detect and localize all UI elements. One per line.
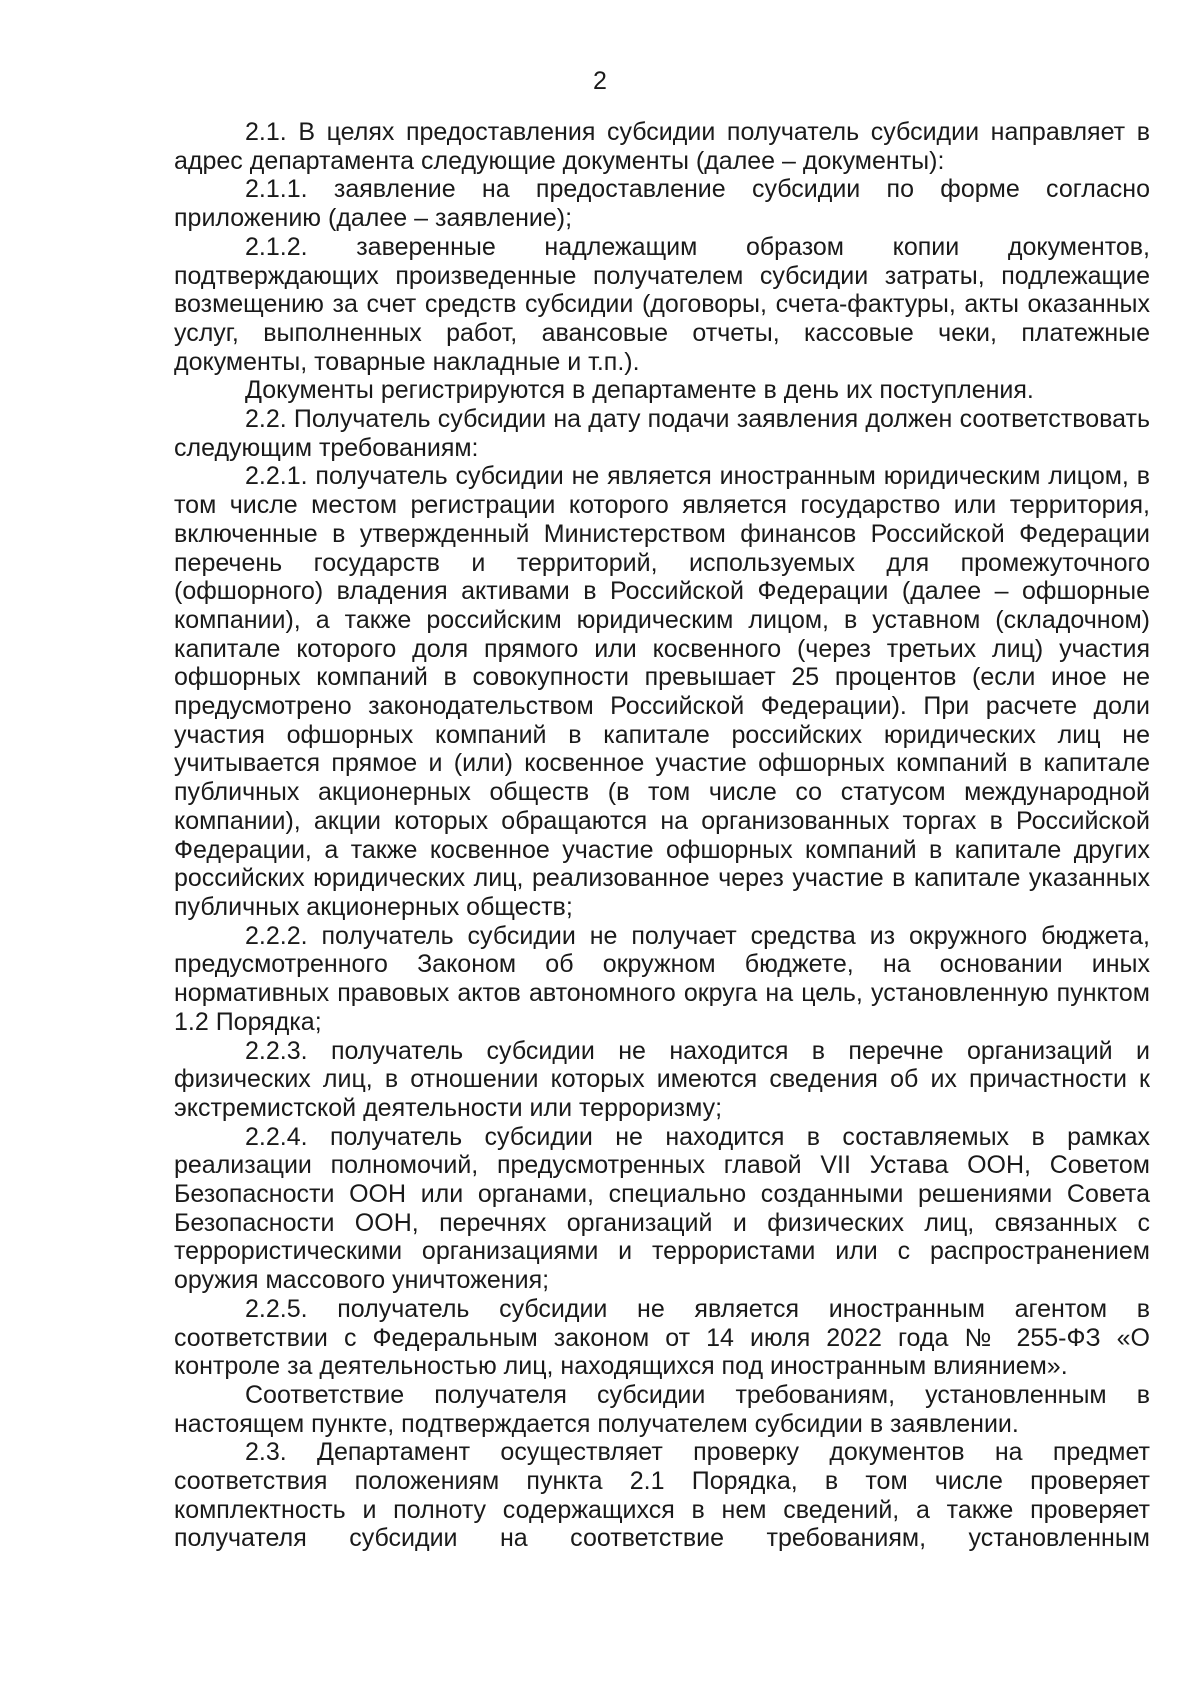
clause-number: 2.2.1. bbox=[245, 462, 308, 491]
clause-number: 2.2.4. bbox=[245, 1122, 308, 1151]
clause-text: заверенные надлежащим образом копии документов, подтверждающих произведенные получателем субсидии затраты, подлежащие возмещению за счет средств субсидии (договоры, счета-фактуры, акты оказанных услуг, выполненных работ, авансовые отчеты, кассовые чеки, платежные документы, товарные накладные и т.п.). bbox=[174, 232, 1150, 376]
document-body bbox=[174, 118, 1150, 1553]
paragraph-2-1-1 bbox=[174, 175, 1150, 232]
paragraph-2-2-4 bbox=[174, 1123, 1150, 1295]
clause-number: 2.1.2. bbox=[245, 232, 308, 261]
paragraph-registration bbox=[174, 376, 1150, 405]
clause-text: В целях предоставления субсидии получатель субсидии направляет в адрес департамента следующие документы (далее – документы): bbox=[174, 118, 1150, 175]
paragraph-2-2-2 bbox=[174, 922, 1150, 1037]
page-number: 2 bbox=[593, 67, 607, 95]
clause-text: заявление на предоставление субсидии по форме согласно приложению (далее – заявление); bbox=[174, 175, 1150, 233]
clause-text: Соответствие получателя субсидии требованиям, установленным в настоящем пункте, подтверждается получателем субсидии в заявлении. bbox=[174, 1380, 1150, 1438]
clause-text: получатель субсидии не находится в составляемых в рамках реализации полномочий, предусмотренных главой VII Устава ООН, Советом Безопасности ООН или органами, специально созданными решениями Совета Безопасности ООН, перечнях организаций и физических лиц, связанных с террористическими организациями и террористами или с распространением оружия массового уничтожения; bbox=[174, 1122, 1150, 1295]
paragraph-2-1 bbox=[174, 118, 1150, 175]
paragraph-2-2 bbox=[174, 405, 1150, 462]
paragraph-2-3 bbox=[174, 1438, 1150, 1553]
paragraph-compliance bbox=[174, 1381, 1150, 1438]
clause-text: Получатель субсидии на дату подачи заявления должен соответствовать следующим требованиям: bbox=[174, 405, 1150, 462]
clause-number: 2.2. bbox=[245, 405, 287, 434]
paragraph-2-2-5 bbox=[174, 1295, 1150, 1381]
clause-number: 2.2.2. bbox=[245, 921, 308, 950]
clause-number: 2.2.5. bbox=[245, 1294, 308, 1323]
clause-number: 2.1.1. bbox=[245, 175, 308, 204]
clause-text: Документы регистрируются в департаменте в день их поступления. bbox=[245, 376, 1034, 405]
clause-text: получатель субсидии не является иностранным агентом в соответствии с Федеральным законом от 14 июля 2022 года № 255-ФЗ «О контроле за деятельностью лиц, находящихся под иностранным влиянием». bbox=[174, 1294, 1150, 1381]
clause-number: 2.1. bbox=[245, 118, 287, 146]
clause-number: 2.2.3. bbox=[245, 1036, 308, 1065]
clause-text: Департамент осуществляет проверку документов на предмет соответствия положениям пункта 2.1 Порядка, в том числе проверяет комплектность и полноту содержащихся в нем сведений, а также проверяет получателя субсидии на соответствие требованиям, установленным bbox=[174, 1438, 1150, 1553]
clause-number: 2.3. bbox=[245, 1438, 287, 1467]
clause-text: получатель субсидии не находится в перечне организаций и физических лиц, в отношении которых имеются сведения об их причастности к экстремистской деятельности или терроризму; bbox=[174, 1036, 1150, 1122]
paragraph-2-2-1 bbox=[174, 462, 1150, 921]
clause-text: получатель субсидии не получает средства из окружного бюджета, предусмотренного Законом об окружном бюджете, на основании иных нормативных правовых актов автономного округа на цель, установленную пунктом 1.2 Порядка; bbox=[174, 921, 1150, 1036]
clause-text: получатель субсидии не является иностранным юридическим лицом, в том числе местом регистрации которого является государство или территория, включенные в утвержденный Министерством финансов Российской Федерации перечень государств и территорий, используемых для промежуточного (офшорного) владения активами в Российской Федерации (далее – офшорные компании), а также российским юридическим лицом, в уставном (складочном) капитале которого доля прямого или косвенного (через третьих лиц) участия офшорных компаний в совокупности превышает 25 процентов (если иное не предусмотрено законодательством Российской Федерации). При расчете доли участия офшорных компаний в капитале российских юридических лиц не учитывается прямое и (или) косвенное участие офшорных компаний в капитале публичных акционерных обществ (в том числе со статусом международной компании), акции которых обращаются на организованных торгах в Российской Федерации, а также косвенное участие офшорных компаний в капитале других российских юридических лиц, реализованное через участие в капитале указанных публичных акционерных обществ; bbox=[174, 462, 1150, 921]
paragraph-2-2-3 bbox=[174, 1037, 1150, 1123]
paragraph-2-1-2 bbox=[174, 233, 1150, 377]
